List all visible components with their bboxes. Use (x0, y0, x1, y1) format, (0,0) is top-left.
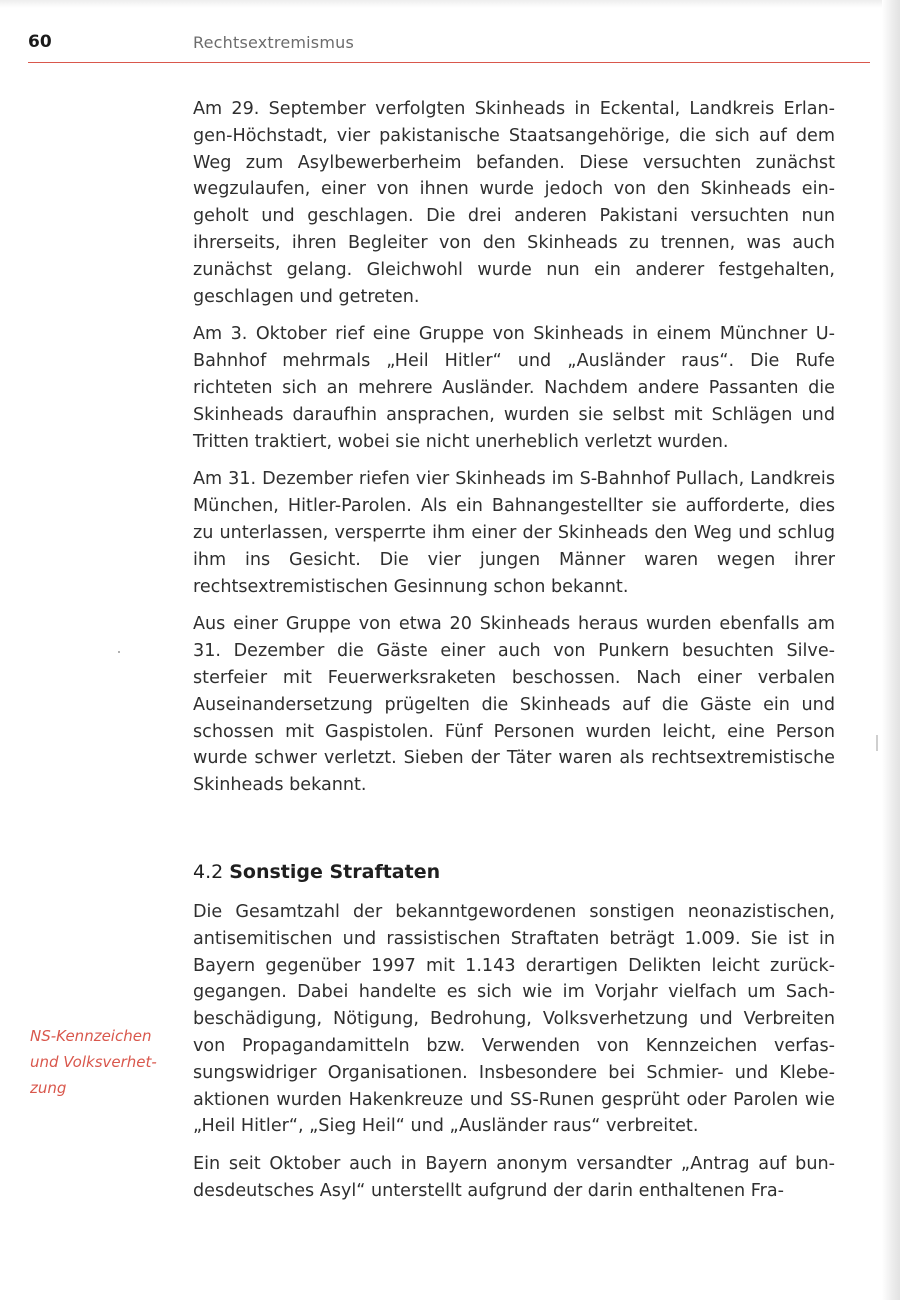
page-number: 60 (28, 32, 52, 52)
paragraph-antrag-asyl: Ein seit Oktober auch in Bayern anonym versandter „Antrag auf bundesdeutsches Asyl“ unterstellt aufgrund der darin enthaltenen Fra- (193, 1154, 835, 1201)
paragraph-eckental: Am 29. September verfolgten Skinheads in Eckental, Landkreis Erlangen-Höchstadt, vier pakistanische Staatsangehörige, die sich auf dem Weg zum Asylbewerberheim befanden. Diese versuchten zunächst wegzulaufen, einer von ihnen wurde jedoch von den Skinheads eingeholt und geschlagen. Die drei anderen Pakistani versuchten nun ihrerseits, ihren Begleiter von den Skinheads zu trennen, was auch zunächst gelang. Gleichwohl wurde nun ein anderer festgehalten, geschlagen und getreten. (193, 99, 835, 307)
page-top-shadow (0, 0, 900, 8)
scan-mark (876, 735, 878, 751)
paragraph-muenchen-ubahnhof: Am 3. Oktober rief eine Gruppe von Skinheads in einem Münchner U-Bahnhof mehrmals „Heil Hitler“ und „Ausländer raus“. Die Rufe richteten sich an mehrere Ausländer. Nachdem andere Passanten die Skinheads daraufhin ansprachen, wurden sie selbst mit Schlägen und Tritten traktiert, wobei sie nicht unerheblich verletzt wurden. (193, 324, 835, 452)
section-heading (193, 859, 835, 885)
running-title: Rechtsextremismus (193, 33, 354, 52)
running-header (28, 30, 870, 63)
scan-speck (118, 651, 120, 653)
paragraph-silvesterfeier: Aus einer Gruppe von etwa 20 Skinheads heraus wurden ebenfalls am 31. Dezember die Gäste einer auch von Punkern besuchten Silvesterfeier mit Feuerwerksraketen beschossen. Nach einer verbalen Auseinandersetzung prügelten die Skinheads auf die Gäste ein und schossen mit Gaspistolen. Fünf Personen wurden leicht, eine Person wurde schwer verletzt. Sieben der Täter waren als rechtsextremistische Skinheads bekannt. (193, 614, 835, 796)
paragraph-pullach: Am 31. Dezember riefen vier Skinheads im S-Bahnhof Pullach, Landkreis München, Hitler-Parolen. Als ein Bahnangestellter sie aufforderte, dies zu unterlassen, versperrte ihm einer der Skinheads den Weg und schlug ihm ins Gesicht. Die vier jungen Männer waren wegen ihrer rechtsextremistischen Gesinnung schon bekannt. (193, 469, 835, 597)
margin-note: NS-Kennzeichen und Volksverhetzung (30, 1027, 157, 1097)
page-right-edge-shadow (882, 0, 900, 1300)
main-text-column (193, 96, 835, 1216)
section-title: Sonstige Straftaten (229, 860, 441, 883)
section-number: 4.2 (193, 860, 224, 883)
paragraph-gesamtzahl: Die Gesamtzahl der bekanntgewordenen sonstigen neonazistischen, antisemitischen und rassistischen Straftaten beträgt 1.009. Sie ist in Bayern gegenüber 1997 mit 1.143 derartigen Delikten leicht zurückgegangen. Dabei handelte es sich wie im Vorjahr vielfach um Sachbeschädigung, Nötigung, Bedrohung, Volksverhetzung und Verbreiten von Propagandamitteln bzw. Verwenden von Kennzeichen verfassungswidriger Organisationen. Insbesondere bei Schmier- und Klebeaktionen wurden Hakenkreuze und SS-Runen gesprüht oder Parolen wie „Heil Hitler“, „Sieg Heil“ und „Ausländer raus“ verbreitet. (193, 901, 835, 1137)
